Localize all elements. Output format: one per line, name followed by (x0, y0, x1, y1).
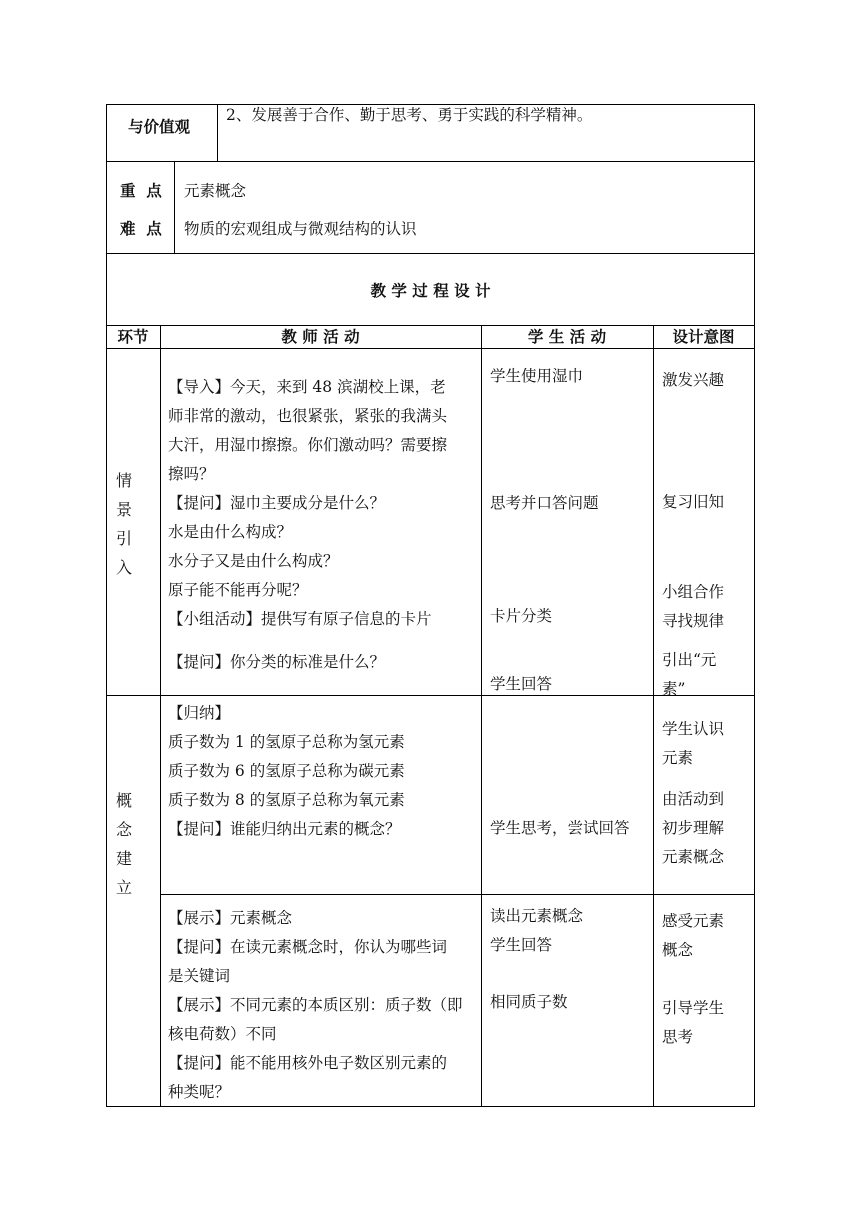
col-border (754, 104, 755, 1107)
text-line: 激发兴趣 (662, 371, 725, 389)
design-title: 教 学 过 程 设 计 (370, 282, 491, 300)
text-line: 【导入】今天，来到 48 滨湖校上课，老 (168, 378, 446, 396)
col-header-teacher: 教 师 活 动 (281, 328, 360, 346)
text-line: 大汗，用湿巾擦擦。你们激动吗？需要擦 (168, 436, 448, 454)
text-line: 引出“元 (662, 651, 717, 669)
difficult-point-label: 难 点 (120, 220, 162, 238)
section2-name: 概 念 建 立 (115, 791, 132, 897)
text-line: 学生使用湿巾 (490, 367, 584, 385)
col-border (217, 104, 218, 161)
col-header-student: 学 生 活 动 (527, 328, 607, 346)
text-line: 质子数为 6 的氢原子总称为碳元素 (168, 762, 405, 780)
text-line: 质子数为 1 的氢原子总称为氢元素 (168, 733, 405, 751)
row-border (106, 253, 755, 254)
text-line: 学生回答 (490, 675, 553, 693)
text-line: 思考 (662, 1028, 694, 1046)
text-line: 学生思考，尝试回答 (490, 819, 630, 837)
text-line: 【展示】元素概念 (168, 909, 293, 927)
col-border (174, 161, 175, 253)
section2-intent-a (662, 715, 724, 773)
text-line: 学生认识 (662, 720, 725, 738)
row-border (106, 161, 755, 162)
section1-teacher-activity (168, 373, 447, 634)
text-line: 【展示】不同元素的本质区别：质子数（即 (168, 996, 463, 1014)
attitude-label: 与价值观 (128, 118, 191, 136)
row-border (160, 894, 755, 895)
col-header-intent: 设计意图 (672, 328, 735, 346)
text-line: 质子数为 8 的氢原子总称为氧元素 (168, 791, 405, 809)
text-line: 思考并口答问题 (490, 494, 599, 512)
col-border (653, 325, 654, 1107)
key-point-value: 元素概念 (184, 182, 247, 200)
section1-intent-group (662, 646, 716, 704)
section2-student-b (490, 902, 583, 960)
row-border (106, 695, 755, 696)
text-line: 【提问】谁能归纳出元素的概念？ (168, 820, 401, 838)
text-line: 师非常的激动，也很紧张，紧张的我满头 (168, 407, 448, 425)
col-header-stage: 环节 (117, 328, 149, 346)
text-line: 【提问】你分类的标准是什么？ (168, 653, 386, 671)
col-border (106, 104, 107, 1107)
section2-intent-b (662, 907, 724, 965)
text-line: 感受元素 (662, 912, 725, 930)
text-line: 种类呢？ (168, 1083, 231, 1101)
difficult-point-value: 物质的宏观组成与微观结构的认识 (184, 220, 417, 238)
text-line: 【小组活动】提供写有原子信息的卡片 (168, 610, 432, 628)
attitude-content: 2、发展善于合作、勤于思考、勇于实践的科学精神。 (226, 106, 593, 124)
section2-intent-a (662, 785, 724, 872)
text-line: 素” (662, 680, 686, 698)
text-line: 核电荷数）不同 (168, 1025, 277, 1043)
text-line: 概念 (662, 941, 694, 959)
text-line: 原子能不能再分呢？ (168, 581, 308, 599)
text-line: 元素概念 (662, 848, 725, 866)
text-line: 由活动到 (662, 790, 725, 808)
text-line: 引导学生 (662, 999, 725, 1017)
section2-intent-b (662, 994, 724, 1052)
text-line: 学生回答 (490, 936, 553, 954)
text-line: 寻找规律 (662, 612, 725, 630)
text-line: 元素 (662, 749, 694, 767)
col-border (160, 325, 161, 1107)
section1-name: 情 景 引 入 (115, 471, 132, 577)
col-border (481, 325, 482, 1107)
text-line: 是关键词 (168, 967, 231, 985)
section2-teacher-activity-b (168, 904, 463, 1107)
text-line: 读出元素概念 (490, 907, 584, 925)
text-line: 水是由什么构成？ (168, 523, 293, 541)
text-line: 小组合作 (662, 583, 725, 601)
text-line: 【归纳】 (168, 704, 231, 722)
text-line: 初步理解 (662, 819, 725, 837)
key-point-label: 重 点 (120, 182, 162, 200)
text-line: 水分子又是由什么构成？ (168, 552, 339, 570)
text-line: 擦吗？ (168, 465, 215, 483)
text-line: 【提问】湿巾主要成分是什么？ (168, 494, 386, 512)
text-line: 【提问】在读元素概念时，你认为哪些词 (168, 938, 448, 956)
section2-teacher-activity-a (168, 699, 405, 844)
text-line: 复习旧知 (662, 493, 725, 511)
text-line: 卡片分类 (490, 607, 553, 625)
section1-intent-group (662, 578, 724, 636)
text-line: 【提问】能不能用核外电子数区别元素的 (168, 1054, 448, 1072)
text-line: 相同质子数 (490, 993, 568, 1011)
